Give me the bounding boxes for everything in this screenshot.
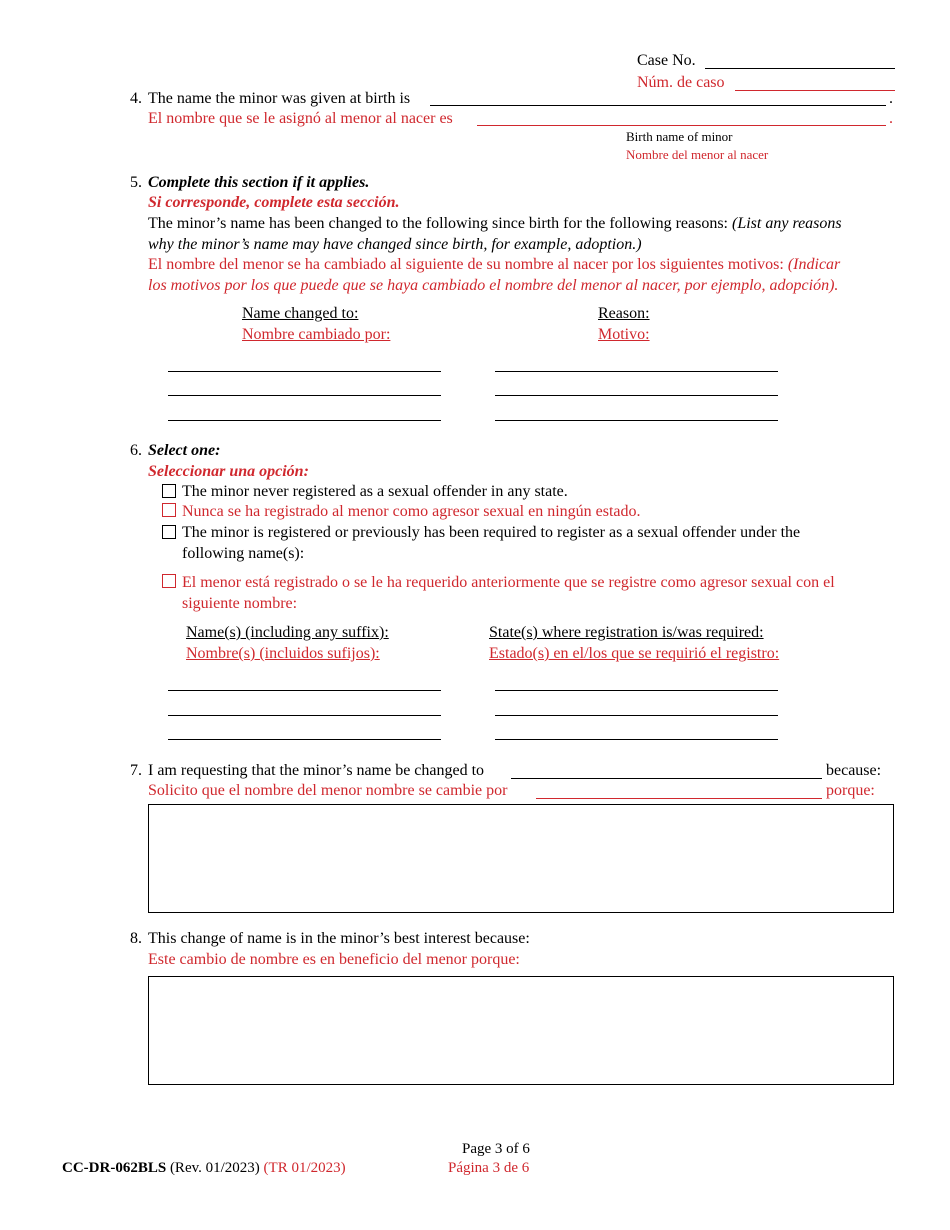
new-name-field-es[interactable] xyxy=(536,798,822,799)
item6-number: 6. xyxy=(130,442,142,459)
reason-field-1[interactable] xyxy=(495,371,778,372)
offender-name-field-3[interactable] xyxy=(168,739,441,740)
name-changed-field-3[interactable] xyxy=(168,420,441,421)
col-states: State(s) where registration is/was required: xyxy=(489,624,764,641)
col-names-es: Nombre(s) (incluidos sufijos): xyxy=(186,645,380,662)
item8-text: This change of name is in the minor’s best interest because: xyxy=(148,930,530,947)
option2-label-line2: following name(s): xyxy=(182,545,305,562)
item5-heading-es: Si corresponde, complete esta sección. xyxy=(148,194,400,211)
name-changed-field-1[interactable] xyxy=(168,371,441,372)
case-no-label: Case No. xyxy=(637,52,696,69)
page-number: Page 3 of 6 xyxy=(462,1141,530,1157)
col-reason-es: Motivo: xyxy=(598,326,650,343)
option2-label-line1: The minor is registered or previously has been required to register as a sexual offender under the xyxy=(182,524,801,541)
reason-field-3[interactable] xyxy=(495,420,778,421)
option1-label-es: Nunca se ha registrado al menor como agresor sexual en ningún estado. xyxy=(182,503,641,520)
birth-name-field[interactable] xyxy=(430,105,886,106)
reason-textbox[interactable] xyxy=(148,804,894,913)
item4-caption: Birth name of minor xyxy=(626,129,733,144)
item7-number: 7. xyxy=(130,762,142,779)
offender-name-field-2[interactable] xyxy=(168,715,441,716)
option2-label-es-line2: siguiente nombre: xyxy=(182,595,298,612)
item4-period: . xyxy=(889,90,893,107)
item5-body-es-line2: los motivos por los que puede que se haya cambiado el nombre del menor al nacer, por ejemplo, adopción). xyxy=(148,277,839,294)
item7-text-es: Solicito que el nombre del menor nombre se cambie por xyxy=(148,782,508,799)
case-no-field-es[interactable] xyxy=(735,90,895,91)
option2-label-es-line1: El menor está registrado o se le ha requerido anteriormente que se registre como agresor sexual con el xyxy=(182,574,835,591)
item5-body-es-line1: El nombre del menor se ha cambiado al siguiente de su nombre al nacer por los siguientes motivos: (Indicar xyxy=(148,256,841,273)
option1-label: The minor never registered as a sexual offender in any state. xyxy=(182,483,568,500)
new-name-field[interactable] xyxy=(511,778,822,779)
item5-body-line1: The minor’s name has been changed to the following since birth for the following reasons: (List any reasons xyxy=(148,215,842,232)
offender-name-field-1[interactable] xyxy=(168,690,441,691)
item7-text-es-end: porque: xyxy=(826,782,875,799)
item4-caption-es: Nombre del menor al nacer xyxy=(626,147,769,162)
option2-checkbox-es[interactable] xyxy=(162,574,176,588)
item4-text-es: El nombre que se le asignó al menor al nacer es xyxy=(148,110,453,127)
registration-state-field-3[interactable] xyxy=(495,739,778,740)
case-no-field[interactable] xyxy=(705,68,895,69)
page-number-es: Página 3 de 6 xyxy=(448,1160,530,1176)
item5-heading: Complete this section if it applies. xyxy=(148,174,370,191)
item8-number: 8. xyxy=(130,930,142,947)
registration-state-field-2[interactable] xyxy=(495,715,778,716)
form-code: CC-DR-062BLS (Rev. 01/2023) (TR 01/2023) xyxy=(62,1160,346,1176)
item4-text: The name the minor was given at birth is xyxy=(148,90,411,107)
item7-text: I am requesting that the minor’s name be changed to xyxy=(148,762,485,779)
col-reason: Reason: xyxy=(598,305,650,322)
case-no-label-es: Núm. de caso xyxy=(637,74,725,91)
item7-text-end: because: xyxy=(826,762,882,779)
option2-checkbox[interactable] xyxy=(162,525,176,539)
best-interest-textbox[interactable] xyxy=(148,976,894,1085)
col-name-changed-es: Nombre cambiado por: xyxy=(242,326,391,343)
col-name-changed: Name changed to: xyxy=(242,305,359,322)
registration-state-field-1[interactable] xyxy=(495,690,778,691)
col-states-es: Estado(s) en el/los que se requirió el registro: xyxy=(489,645,780,662)
col-names: Name(s) (including any suffix): xyxy=(186,624,389,641)
item6-heading-es: Seleccionar una opción: xyxy=(148,463,309,480)
item6-heading: Select one: xyxy=(148,442,221,459)
item5-body-line2: why the minor’s name may have changed since birth, for example, adoption.) xyxy=(148,236,642,253)
reason-field-2[interactable] xyxy=(495,395,778,396)
item4-period-es: . xyxy=(889,110,893,127)
item8-text-es: Este cambio de nombre es en beneficio del menor porque: xyxy=(148,951,520,968)
option1-checkbox-es[interactable] xyxy=(162,503,176,517)
birth-name-field-es[interactable] xyxy=(477,125,886,126)
item5-number: 5. xyxy=(130,174,142,191)
option1-checkbox[interactable] xyxy=(162,484,176,498)
name-changed-field-2[interactable] xyxy=(168,395,441,396)
item4-number: 4. xyxy=(130,90,142,107)
